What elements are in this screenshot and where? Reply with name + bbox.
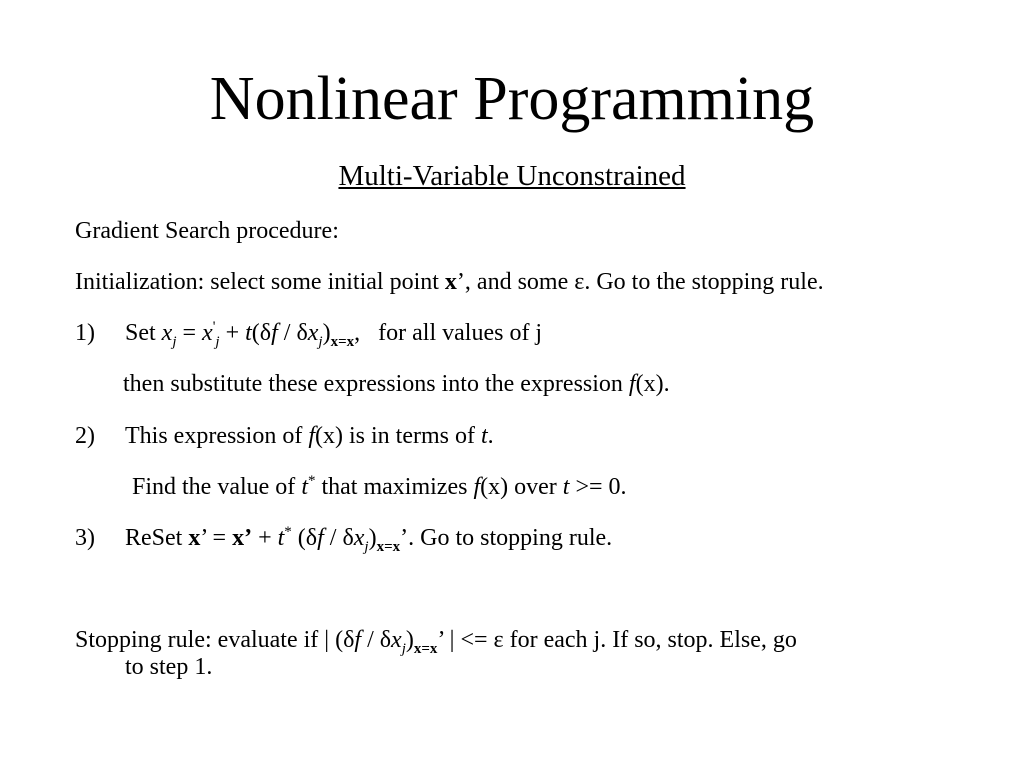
step-2-line: 2) This expression of f(x) is in terms of t. [75, 423, 494, 449]
page-title: Nonlinear Programming [209, 65, 815, 133]
step-1-then: then substitute these expressions into the expression f(x). [123, 371, 670, 397]
step-3-line: 3) ReSet x’ = x’ + t* $(\delta f / \delta x_j)_{x=x}$’. Go to stopping rule. [75, 524, 613, 555]
stopping-formula: | $(\delta f / \delta x_j)_{x=x}$’ | [324, 627, 455, 657]
step-3-formula: x’ = x’ + t* $(\delta f / \delta x_j)_{x=x}$’ [188, 524, 409, 555]
step-1-formula: $x_j = x'_j + t(\delta f / \delta x_j)_{x=x}$, [161, 319, 361, 350]
step-1-line: 1) Set $x_j = x'_j + t(\delta f / \delta x_j)_{x=x}$, for all values of j [75, 319, 543, 350]
stopping-rule-line-2: to step 1. [125, 654, 213, 680]
intro-line: Gradient Search procedure: [75, 218, 339, 244]
page-subtitle: Multi-Variable Unconstrained [338, 160, 686, 192]
init-line: Initialization: select some initial point x’, and some ε. Go to the stopping rule. [75, 269, 824, 295]
stopping-rule-line-1: Stopping rule: evaluate if | $(\delta f / \delta x_j)_{x=x}$’ | <= ε for each j. If so, stop. Else, go [75, 627, 797, 657]
step-2-find: Find the value of t* that maximizes f(x) over t >= 0. [132, 473, 627, 500]
stopping-rule [75, 627, 975, 681]
